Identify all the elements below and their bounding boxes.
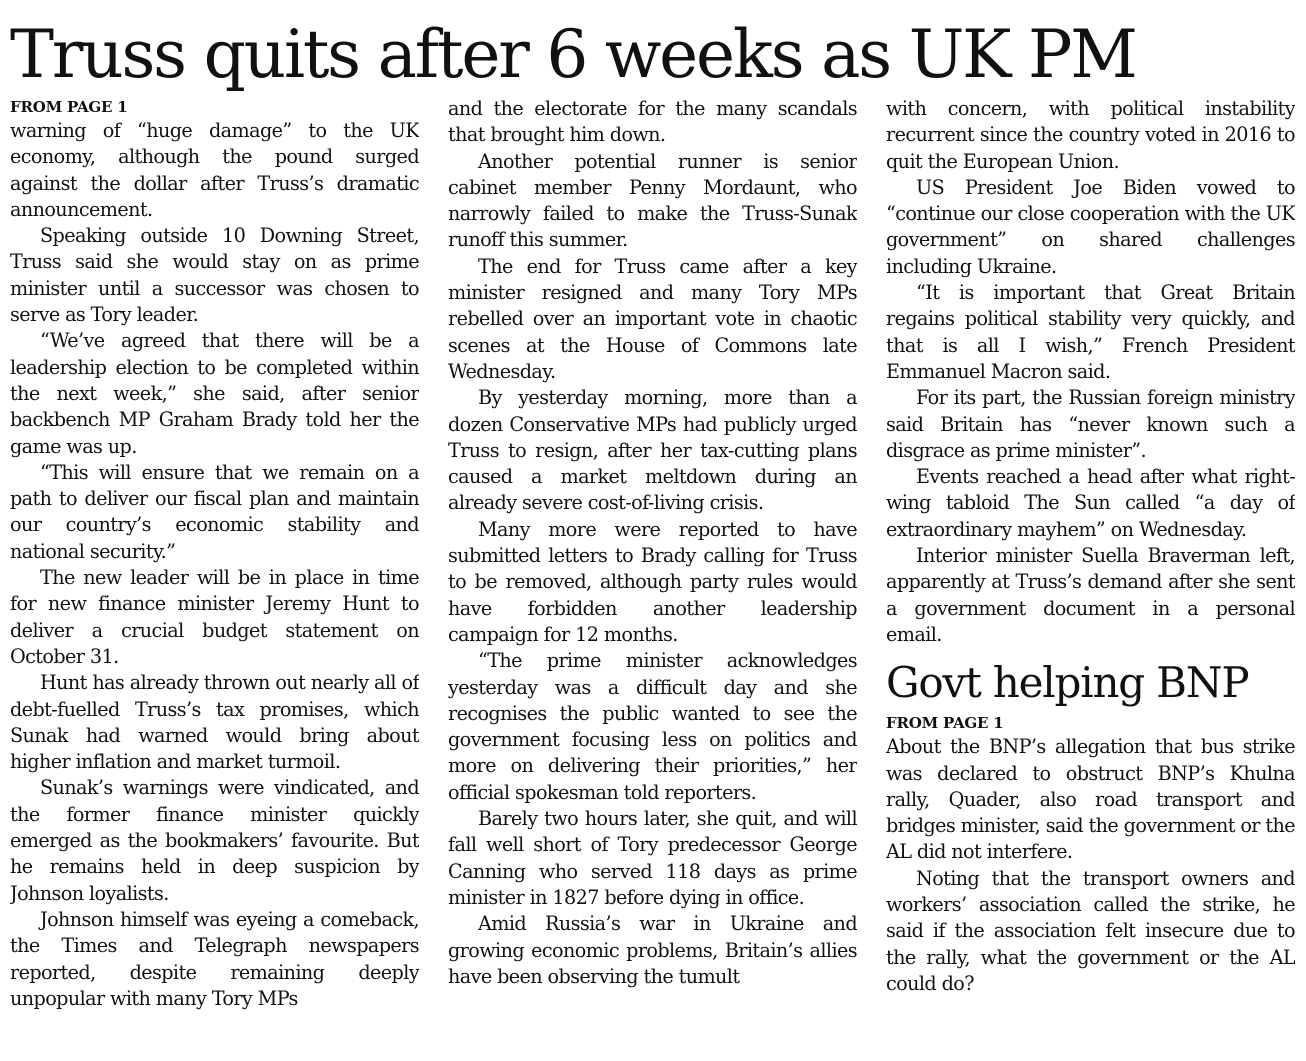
paragraph: “This will ensure that we remain on a path to deliver our fiscal plan and maintain our country’s economic stability and national security.” xyxy=(10,460,419,563)
paragraph: “We’ve agreed that there will be a leadership election to be completed within the next week,” she said, after senior backbench MP Graham Brady told her the game was up. xyxy=(10,329,419,458)
paragraph: Amid Russia’s war in Ukraine and growing economic problems, Britain’s allies have been observing the tumult xyxy=(448,912,857,988)
paragraph: “It is important that Great Britain regains political stability very quickly, and that is all I wish,” French President Emmanuel Macron said. xyxy=(886,281,1295,383)
article-column-2 xyxy=(448,96,857,990)
paragraph: Barely two hours later, she quit, and will fall well short of Tory predecessor George Canning who served 118 days as prime minister in 1827 before dying in office. xyxy=(448,807,857,909)
paragraph: “The prime minister acknowledges yesterday was a difficult day and she recognises the public wanted to see the government focusing less on politics and more on delivering their priorities,” her official spokesman told reporters. xyxy=(448,649,857,804)
paragraph: Hunt has already thrown out nearly all of debt-fuelled Truss’s tax promises, which Sunak had warned would bring about higher inflation and market turmoil. xyxy=(10,671,419,774)
paragraph: The end for Truss came after a key minister resigned and many Tory MPs rebelled over an important vote in chaotic scenes at the House of Commons late Wednesday. xyxy=(448,254,857,383)
paragraph: Interior minister Suella Braverman left, apparently at Truss’s demand after she sent a government document in a personal email. xyxy=(886,544,1295,646)
paragraph: with concern, with political instability recurrent since the country voted in 2016 to quit the European Union. xyxy=(886,97,1295,173)
paragraph: Many more were reported to have submitted letters to Brady calling for Truss to be removed, although party rules would have forbidden another leadership campaign for 12 months. xyxy=(448,517,857,646)
main-headline: Truss quits after 6 weeks as UK PM xyxy=(10,16,1136,93)
article-column-3 xyxy=(886,96,1295,997)
paragraph: For its part, the Russian foreign ministry said Britain has “never known such a disgrace as prime minister”. xyxy=(886,386,1295,462)
paragraph: Sunak’s warnings were vindicated, and the former finance minister quickly emerged as the bookmakers’ favourite. But he remains held in deep suspicion by Johnson loyalists. xyxy=(10,776,419,905)
main-story-kicker: FROM PAGE 1 xyxy=(10,98,128,116)
paragraph: By yesterday morning, more than a dozen Conservative MPs had publicly urged Truss to resign, after her tax-cutting plans caused a market meltdown during an already severe cost-of-living crisis. xyxy=(448,386,857,515)
paragraph: Speaking outside 10 Downing Street, Truss said she would stay on as prime minister until a successor was chosen to serve as Tory leader. xyxy=(10,224,419,327)
paragraph: Noting that the transport owners and workers’ association called the strike, he said if the association felt insecure due to the rally, what the government or the AL could do? xyxy=(886,866,1295,995)
paragraph: and the electorate for the many scandals that brought him down. xyxy=(448,97,857,147)
main-story-continuation xyxy=(886,96,1295,648)
second-story-kicker: FROM PAGE 1 xyxy=(886,714,1004,733)
paragraph: warning of “huge damage” to the UK economy, although the pound surged against the dollar after Truss’s dramatic announcement. xyxy=(10,119,419,221)
article-column-1 xyxy=(10,96,419,1012)
second-story xyxy=(886,654,1295,997)
paragraph: Another potential runner is senior cabinet member Penny Mordaunt, who narrowly failed to make the Truss-Sunak runoff this summer. xyxy=(448,149,857,252)
paragraph: US President Joe Biden vowed to “continue our close cooperation with the UK government” on shared challenges including Ukraine. xyxy=(886,175,1295,278)
second-story-headline: Govt helping BNP xyxy=(886,658,1249,708)
paragraph: Events reached a head after what right-wing tabloid The Sun called “a day of extraordinary mayhem” on Wednesday. xyxy=(886,465,1295,541)
paragraph: The new leader will be in place in time for new finance minister Jeremy Hunt to deliver a crucial budget statement on October 31. xyxy=(10,566,419,668)
paragraph: About the BNP’s allegation that bus strike was declared to obstruct BNP’s Khulna rally, Quader, also road transport and bridges minister, said the government or the AL did not interfere. xyxy=(886,735,1295,864)
paragraph: Johnson himself was eyeing a comeback, the Times and Telegraph newspapers reported, despite remaining deeply unpopular with many Tory MPs xyxy=(10,907,419,1010)
